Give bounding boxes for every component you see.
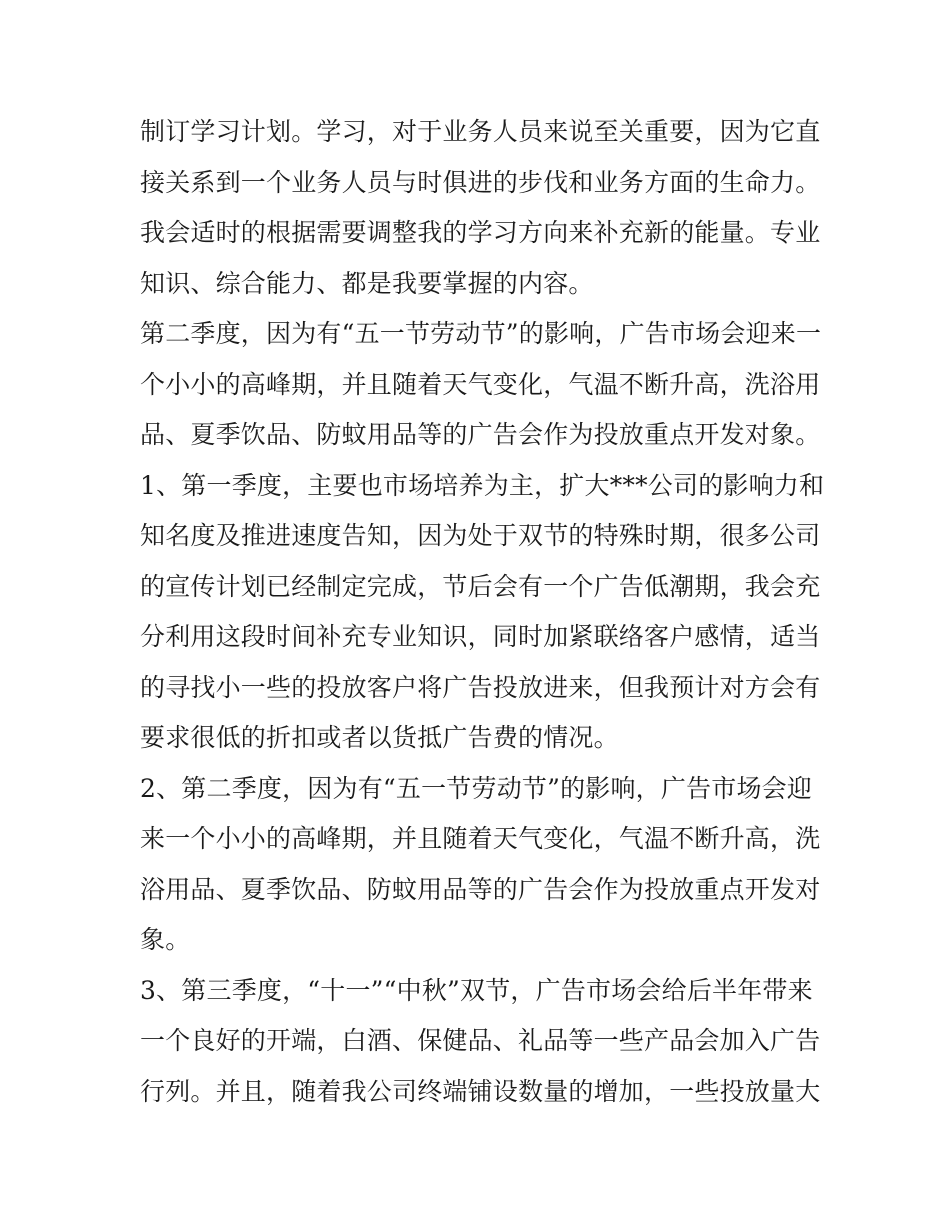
- text-line: 制订学习计划。学习，对于业务人员来说至关重要，因为它直: [140, 117, 821, 146]
- text-line: 象。: [140, 925, 191, 954]
- text-line: 的寻找小一些的投放客户将广告投放进来，但我预计对方会有: [140, 672, 821, 702]
- text-line: 品、夏季饮品、防蚊用品等的广告会作为投放重点开发对象。: [140, 420, 821, 449]
- text-line: 我会适时的根据需要调整我的学习方向来补充新的能量。专业: [140, 218, 821, 247]
- text-line: 来一个小小的高峰期，并且随着天气变化，气温不断升高，洗: [140, 824, 821, 853]
- text-line: 个小小的高峰期，并且随着天气变化，气温不断升高，洗浴用: [140, 369, 821, 399]
- text-line: 浴用品、夏季饮品、防蚊用品等的广告会作为投放重点开发对: [140, 874, 821, 904]
- text-line: 知识、综合能力、都是我要掌握的内容。: [140, 268, 594, 298]
- text-line: 知名度及推进速度告知，因为处于双节的特殊时期，很多公司: [140, 521, 821, 550]
- text-line: 要求很低的折扣或者以货抵广告费的情况。: [140, 723, 619, 752]
- text-line: 分利用这段时间补充专业知识，同时加紧联络客户感情，适当: [140, 622, 821, 651]
- text-line: 接关系到一个业务人员与时俱进的步伐和业务方面的生命力。: [140, 167, 821, 197]
- text-line: 一个良好的开端，白酒、保健品、礼品等一些产品会加入广告: [140, 1026, 821, 1055]
- text-line: 第二季度，因为有“五一节劳动节”的影响，广告市场会迎来一: [140, 319, 822, 348]
- text-line: 2、第二季度，因为有“五一节劳动节”的影响，广告市场会迎: [140, 773, 813, 803]
- text-line: 行列。并且，随着我公司终端铺设数量的增加，一些投放量大: [140, 1076, 821, 1106]
- text-line: 3、第三季度，“十一”“中秋”双节，广告市场会给后半年带来: [140, 975, 813, 1005]
- text-line: 1、第一季度，主要也市场培养为主，扩大***公司的影响力和: [140, 470, 825, 500]
- text-line: 的宣传计划已经制定完成，节后会有一个广告低潮期，我会充: [140, 571, 821, 601]
- document-body: [140, 107, 825, 1117]
